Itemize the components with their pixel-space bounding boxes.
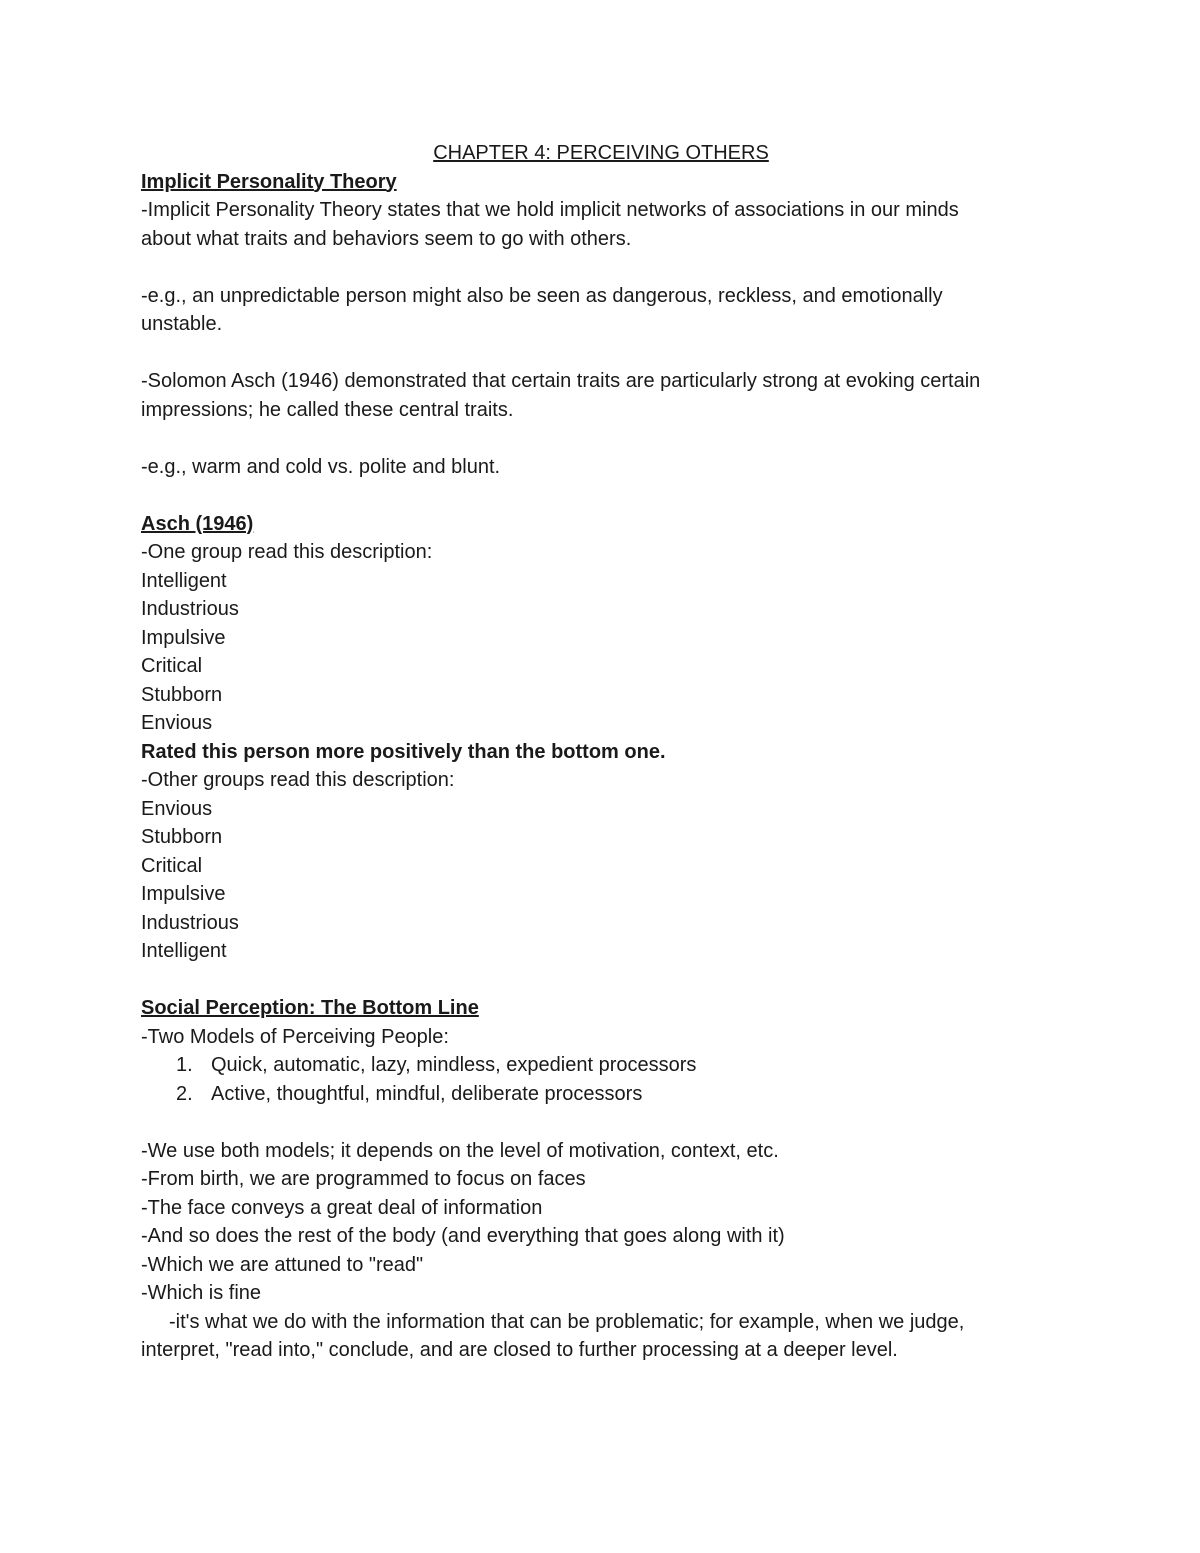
result-statement: Rated this person more positively than the bottom one. <box>141 740 666 763</box>
paragraph-line: interpret, "read into," conclude, and are closed to further processing at a deeper level. <box>141 1339 898 1361</box>
blank-line <box>141 966 1061 995</box>
list-number: 2. <box>176 1082 193 1105</box>
blank-line <box>141 253 1061 282</box>
paragraph-line: -it's what we do with the information that can be problematic; for example, when we judge, <box>169 1310 965 1333</box>
paragraph-line: impressions; he called these central traits. <box>141 398 514 421</box>
trait-item: Stubborn <box>141 826 223 848</box>
paragraph-line: -We use both models; it depends on the level of motivation, context, etc. <box>141 1139 779 1162</box>
section-heading-social-perception: Social Perception: The Bottom Line <box>141 997 479 1019</box>
trait-item: Impulsive <box>141 626 226 649</box>
paragraph-line: -Which is fine <box>141 1282 262 1304</box>
list-item-text: Active, thoughtful, mindful, deliberate processors <box>211 1082 643 1105</box>
paragraph-line: -Other groups read this description: <box>141 769 455 791</box>
blank-line <box>141 481 1061 510</box>
trait-item: Envious <box>141 797 213 820</box>
list-item <box>141 1080 1061 1109</box>
section-heading-asch: Asch (1946) <box>141 512 254 535</box>
blank-line <box>141 339 1061 368</box>
list-item-text: Quick, automatic, lazy, mindless, expedient processors <box>211 1054 697 1076</box>
paragraph-line: -One group read this description: <box>141 541 433 563</box>
list-item <box>141 1051 1061 1080</box>
models-list <box>141 1051 1061 1108</box>
document-page <box>141 139 1061 1365</box>
paragraph-line: -e.g., warm and cold vs. polite and blunt. <box>141 455 501 478</box>
paragraph-line: unstable. <box>141 313 223 335</box>
list-number: 1. <box>176 1054 193 1076</box>
trait-item: Intelligent <box>141 569 227 592</box>
paragraph-line: about what traits and behaviors seem to go with others. <box>141 227 632 250</box>
trait-item: Intelligent <box>141 940 227 962</box>
trait-item: Impulsive <box>141 883 226 905</box>
paragraph-line: -Which we are attuned to "read" <box>141 1253 424 1276</box>
blank-line <box>141 424 1061 453</box>
trait-item: Industrious <box>141 911 239 934</box>
paragraph-line: -Solomon Asch (1946) demonstrated that certain traits are particularly strong at evoking certain <box>141 370 981 392</box>
paragraph-line: -Implicit Personality Theory states that we hold implicit networks of associations in our minds <box>141 199 959 221</box>
paragraph-line: -From birth, we are programmed to focus on faces <box>141 1168 586 1190</box>
blank-line <box>141 1108 1061 1137</box>
trait-item: Industrious <box>141 598 239 620</box>
trait-item: Critical <box>141 655 203 677</box>
paragraph-line: -The face conveys a great deal of information <box>141 1196 543 1219</box>
trait-item: Critical <box>141 854 203 877</box>
paragraph-line: -And so does the rest of the body (and everything that goes along with it) <box>141 1225 785 1247</box>
trait-item: Envious <box>141 712 213 734</box>
paragraph-line: -e.g., an unpredictable person might also be seen as dangerous, reckless, and emotionally <box>141 284 943 307</box>
section-heading-implicit-personality: Implicit Personality Theory <box>141 170 397 193</box>
paragraph-line: -Two Models of Perceiving People: <box>141 1025 449 1048</box>
page-title: CHAPTER 4: PERCEIVING OTHERS <box>433 142 769 164</box>
trait-item: Stubborn <box>141 683 223 706</box>
